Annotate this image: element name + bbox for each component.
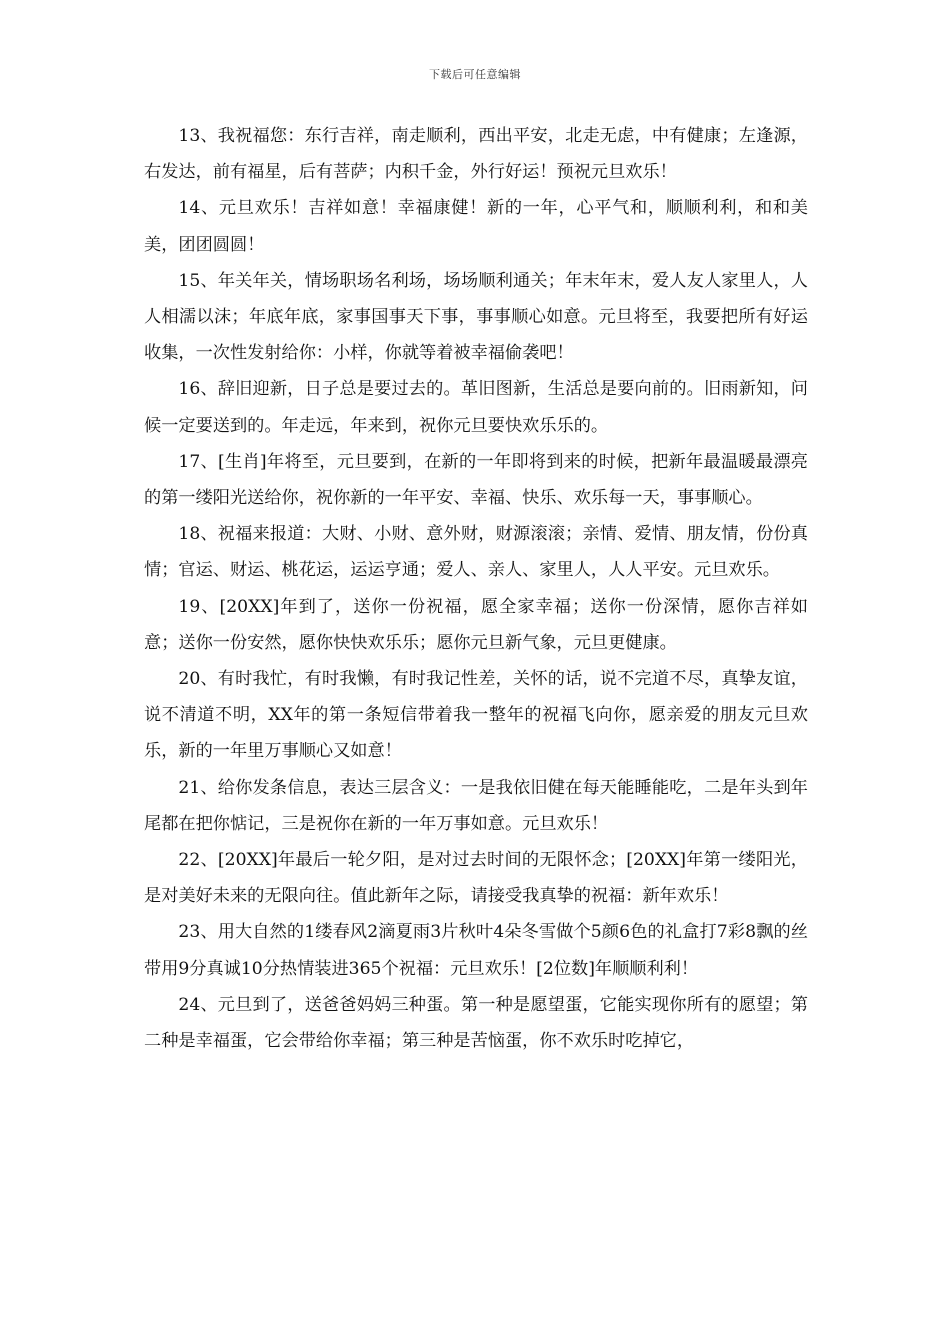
paragraph-23: 23、用大自然的1缕春风2滴夏雨3片秋叶4朵冬雪做个5颜6色的礼盒打7彩8飘的丝带用9分真诚10分热情装进365个祝福：元旦欢乐！[2位数]年顺顺利利！ [144, 922, 808, 979]
paragraph-18: 18、祝福来报道：大财、小财、意外财，财源滚滚；亲情、爱情、朋友情，份份真情；官运、财运、桃花运，运运亨通；爱人、亲人、家里人，人人平安。元旦欢乐。 [144, 524, 808, 581]
paragraph-13: 13、我祝福您：东行吉祥，南走顺利，西出平安，北走无虑，中有健康；左逢源，右发达，前有福星，后有菩萨；内积千金，外行好运！预祝元旦欢乐！ [144, 126, 808, 183]
paragraph-19: 19、[20XX]年到了，送你一份祝福，愿全家幸福；送你一份深情，愿你吉祥如意；送你一份安然，愿你快快欢乐乐；愿你元旦新气象，元旦更健康。 [144, 596, 808, 653]
paragraph-24: 24、元旦到了，送爸爸妈妈三种蛋。第一种是愿望蛋，它能实现你所有的愿望；第二种是幸福蛋，它会带给你幸福；第三种是苦恼蛋，你不欢乐时吃掉它， [144, 994, 808, 1052]
paragraph-22: 22、[20XX]年最后一轮夕阳，是对过去时间的无限怀念；[20XX]年第一缕阳光，是对美好未来的无限向往。值此新年之际，请接受我真挚的祝福：新年欢乐！ [144, 850, 808, 907]
paragraph-16: 16、辞旧迎新，日子总是要过去的。革旧图新，生活总是要向前的。旧雨新知，问候一定要送到的。年走远，年来到，祝你元旦要快欢乐乐的。 [144, 379, 808, 436]
document-body [144, 118, 808, 1059]
paragraph-14: 14、元旦欢乐！吉祥如意！幸福康健！新的一年，心平气和，顺顺利利，和和美美，团团圆圆！ [144, 198, 808, 255]
paragraph-15: 15、年关年关，情场职场名利场，场场顺利通关；年末年末，爱人友人家里人，人人相濡以沫；年底年底，家事国事天下事，事事顺心如意。元旦将至，我要把所有好运收集，一次性发射给你：小样，你就等着被幸福偷袭吧！ [144, 270, 808, 364]
paragraph-21: 21、给你发条信息，表达三层含义：一是我依旧健在每天能睡能吃，二是年头到年尾都在把你惦记，三是祝你在新的一年万事如意。元旦欢乐！ [144, 777, 808, 834]
paragraph-17: 17、[生肖]年将至，元旦要到，在新的一年即将到来的时候，把新年最温暖最漂亮的第一缕阳光送给你，祝你新的一年平安、幸福、快乐、欢乐每一天，事事顺心。 [144, 451, 808, 509]
paragraph-20: 20、有时我忙，有时我懒，有时我记性差，关怀的话，说不完道不尽，真挚友谊，说不清道不明，XX年的第一条短信带着我一整年的祝福飞向你，愿亲爱的朋友元旦欢乐，新的一年里万事顺心又如意！ [144, 669, 808, 762]
page-header: 下载后可任意编辑 [429, 68, 521, 81]
